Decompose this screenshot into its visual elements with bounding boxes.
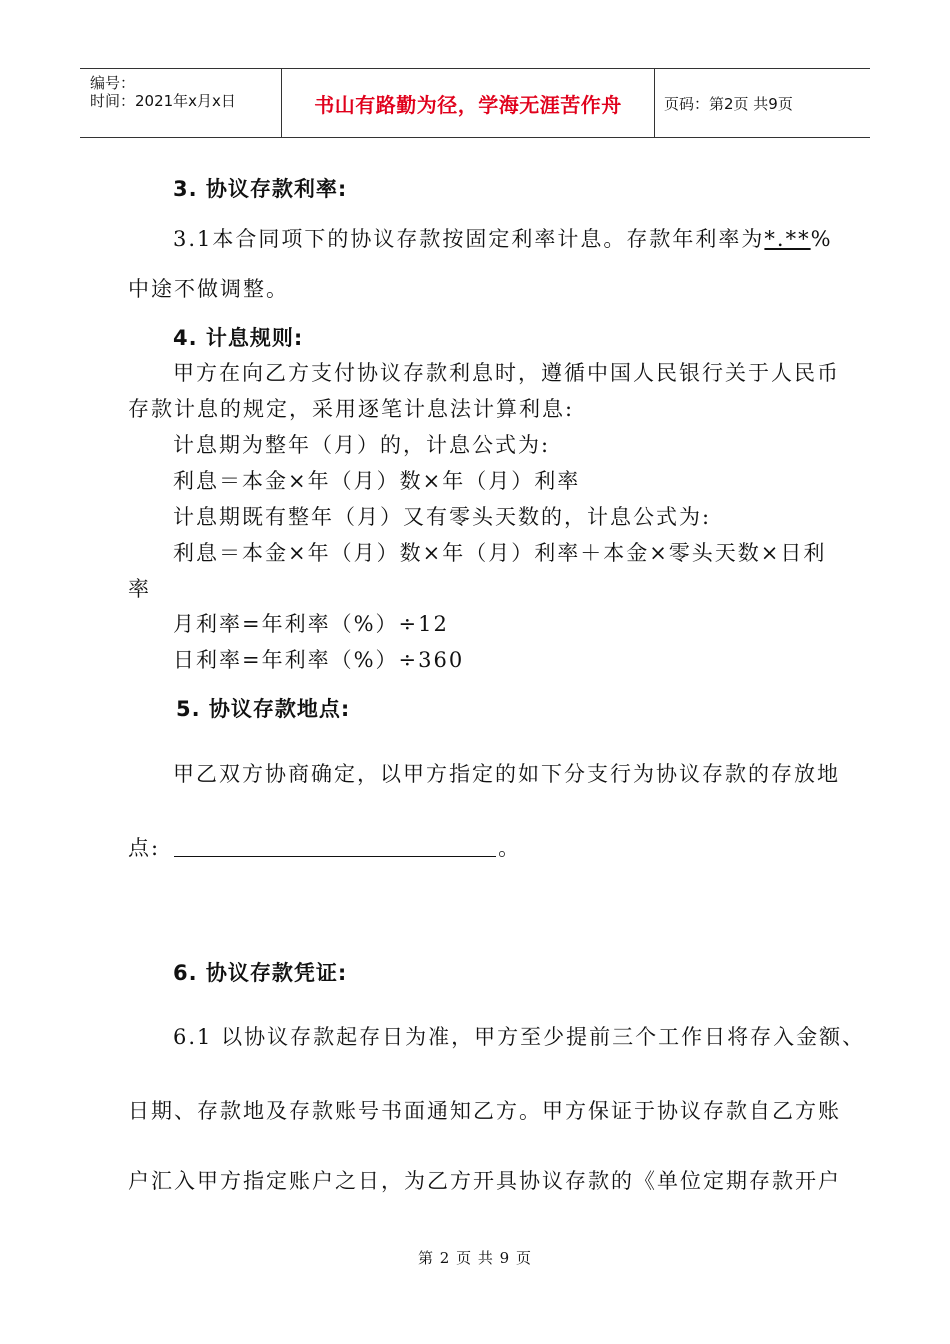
section-3-1-line-2: 中途不做调整。 [128, 277, 289, 301]
section-3-title: 3. 协议存款利率: [173, 177, 348, 201]
header-meta-cell [80, 69, 282, 137]
section-3-1-line-1 [173, 223, 833, 253]
section-6-para-3: 户汇入甲方指定账户之日，为乙方开具协议存款的《单位定期存款开户 [128, 1169, 841, 1193]
header-number-label: 编号： [90, 74, 136, 92]
section-4-formula-2: 利息＝本金×年（月）数×年（月）利率＋本金×零头天数×日利 [173, 541, 827, 565]
section-5-period: 。 [498, 836, 522, 860]
section-4-para-2: 存款计息的规定，采用逐笔计息法计算利息: [128, 397, 575, 421]
daily-rate-formula: 日利率=年利率（%）÷360 [173, 648, 465, 672]
section-4-para-5: 计息期既有整年（月）又有零头天数的，计息公式为: [173, 505, 712, 529]
header-time-label: 时间：2021年x月x日 [90, 92, 236, 110]
monthly-rate-formula: 月利率=年利率（%）÷12 [173, 612, 449, 636]
section-6-title: 6. 协议存款凭证: [173, 961, 348, 985]
section-3-1-text-a: 3.1本合同项下的协议存款按固定利率计息。存款年利率为 [173, 227, 765, 251]
section-6-para-1: 6.1 以协议存款起存日为准，甲方至少提前三个工作日将存入金额、 [173, 1025, 866, 1049]
header-page-label: 页码：第2页 共9页 [664, 94, 793, 113]
header-motto: 书山有路勤为径，学海无涯苦作舟 [282, 69, 655, 137]
section-5-title: 5. 协议存款地点: [176, 697, 351, 721]
interest-rate-value: *.** [764, 227, 811, 251]
location-blank-line [174, 838, 496, 857]
section-5-para-2 [128, 832, 521, 862]
section-5-place-label: 点: [128, 836, 161, 860]
page-footer: 第 2 页 共 9 页 [418, 1249, 532, 1267]
section-4-para-1: 甲方在向乙方支付协议存款利息时，遵循中国人民银行关于人民币 [173, 361, 840, 385]
document-header [80, 68, 870, 138]
section-4-formula-1: 利息＝本金×年（月）数×年（月）利率 [173, 469, 581, 493]
section-5-para-1: 甲乙双方协商确定，以甲方指定的如下分支行为协议存款的存放地 [173, 762, 840, 786]
section-4-title: 4. 计息规则: [173, 326, 304, 350]
section-3-1-text-b: % [810, 227, 833, 251]
section-4-formula-2-cont: 率 [128, 577, 151, 601]
section-4-para-3: 计息期为整年（月）的，计息公式为: [173, 433, 551, 457]
section-6-para-2: 日期、存款地及存款账号书面通知乙方。甲方保证于协议存款自乙方账 [128, 1099, 841, 1123]
